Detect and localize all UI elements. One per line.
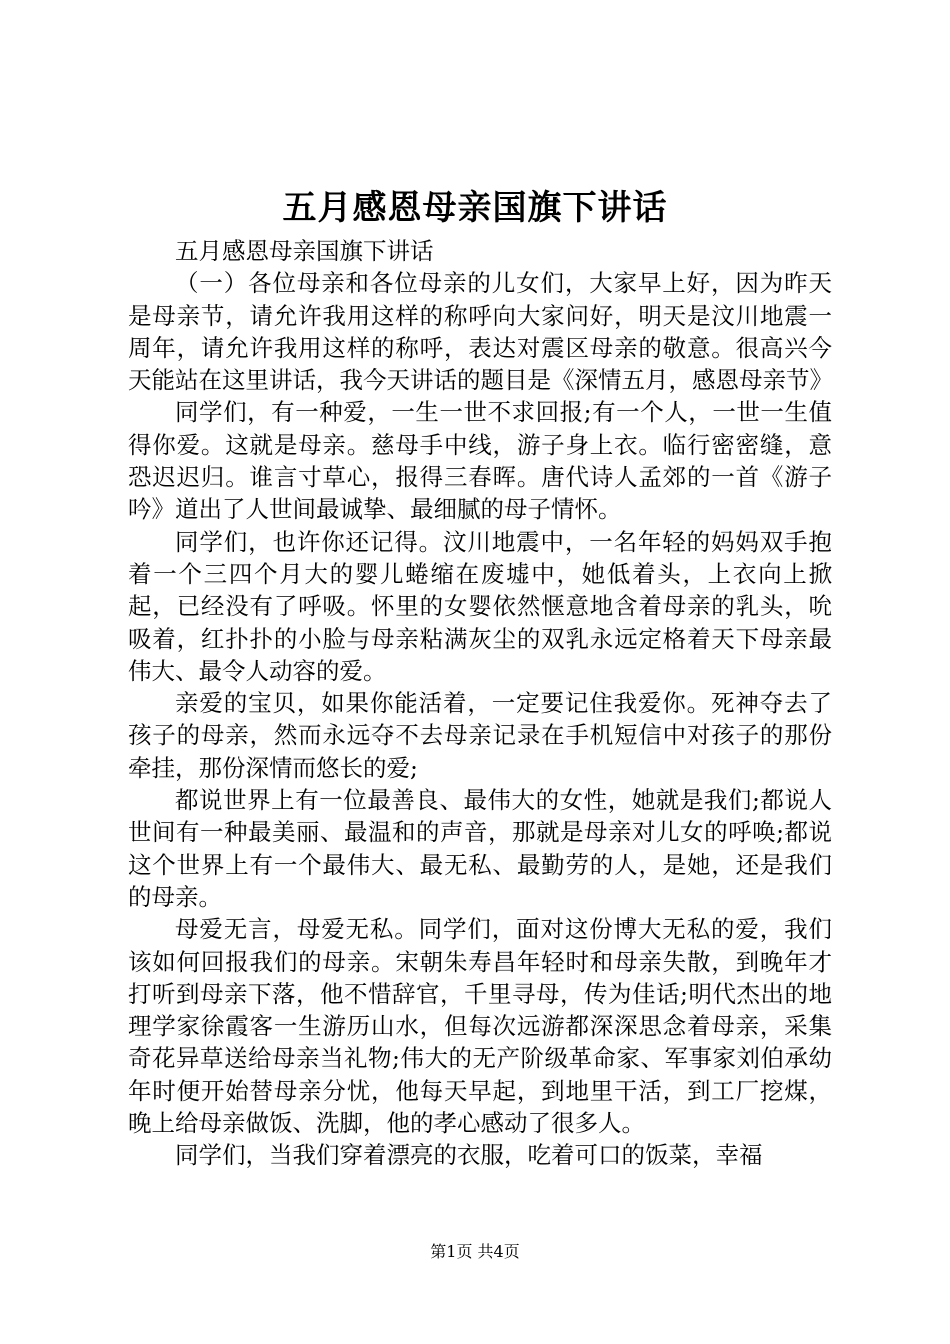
document-title: 五月感恩母亲国旗下讲话 <box>282 188 668 228</box>
paragraph: 都说世界上有一位最善良、最伟大的女性，她就是我们;都说人世间有一种最美丽、最温和的声音，那就是母亲对儿女的呼唤;都说这个世界上有一个最伟大、最无私、最勤劳的人，是她，还是我们的母亲。 <box>128 786 832 911</box>
page-footer: 第1页 共4页 <box>430 1242 520 1261</box>
paragraph-subtitle: 五月感恩母亲国旗下讲话 <box>175 237 434 265</box>
paragraph: 同学们，有一种爱，一生一世不求回报;有一个人，一世一生值得你爱。这就是母亲。慈母手中线，游子身上衣。临行密密缝，意恐迟迟归。谁言寸草心，报得三春晖。唐代诗人孟郊的一首《游子吟》道出了人世间最诚挚、最细腻的母子情怀。 <box>128 398 832 524</box>
paragraph: （一）各位母亲和各位母亲的儿女们，大家早上好，因为昨天是母亲节，请允许我用这样的称呼向大家问好，明天是汶川地震一周年，请允许我用这样的称呼，表达对震区母亲的敬意。很高兴今天能站在这里讲话，我今天讲话的题目是《深情五月，感恩母亲节》 <box>128 269 833 395</box>
document-body <box>128 235 832 1172</box>
paragraph: 同学们，也许你还记得。汶川地震中，一名年轻的妈妈双手抱着一个三四个月大的婴儿蜷缩在废墟中，她低着头，上衣向上掀起，已经没有了呼吸。怀里的女婴依然惬意地含着母亲的乳头，吮吸着，红扑扑的小脸与母亲粘满灰尘的双乳永远定格着天下母亲最伟大、最令人动容的爱。 <box>128 527 832 685</box>
paragraph: 同学们，当我们穿着漂亮的衣服，吃着可口的饭菜，幸福 <box>175 1141 763 1170</box>
paragraph: 母爱无言，母爱无私。同学们，面对这份博大无私的爱，我们该如何回报我们的母亲。宋朝朱寿昌年轻时和母亲失散，到晚年才打听到母亲下落，他不惜辞官，千里寻母，传为佳话;明代杰出的地理学家徐霞客一生游历山水，但每次远游都深深思念着母亲，采集奇花异草送给母亲当礼物;伟大的无产阶级革命家、军事家刘伯承幼年时便开始替母亲分忧，他每天早起，到地里干活，到工厂挖煤，晚上给母亲做饭、洗脚，他的孝心感动了很多人。 <box>128 915 832 1138</box>
paragraph: 亲爱的宝贝，如果你能活着，一定要记住我爱你。死神夺去了孩子的母亲，然而永远夺不去母亲记录在手机短信中对孩子的那份牵挂，那份深情而悠长的爱; <box>128 689 832 782</box>
